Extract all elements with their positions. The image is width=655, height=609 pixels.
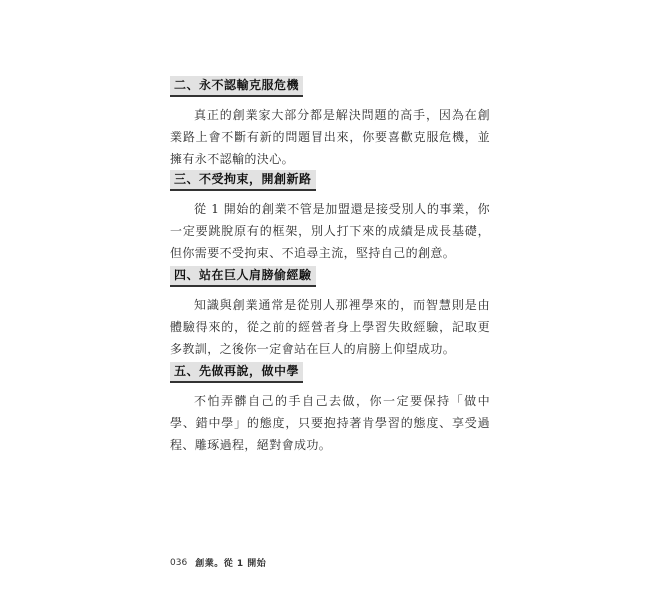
- section-heading: 五、先做再說，做中學: [170, 362, 303, 383]
- section-body: 真正的創業家大部分都是解決問題的高手，因為在創業路上會不斷有新的問題冒出來，你要喜歡克服危機，並擁有永不認輸的決心。: [170, 108, 490, 166]
- section-4: [170, 264, 490, 360]
- section-5: [170, 360, 490, 456]
- section-body: 從 1 開始的創業不管是加盟還是接受別人的事業，你一定要跳脫原有的框架，別人打下來的成績是成長基礎，但你需要不受拘束、不追尋主流，堅持自己的創意。: [170, 202, 490, 260]
- section-heading: 四、站在巨人肩膀偷經驗: [170, 266, 316, 287]
- section-heading: 二、永不認輸克服危機: [170, 76, 303, 97]
- page-footer: [170, 556, 266, 569]
- section-heading: 三、不受拘束，開創新路: [170, 170, 316, 191]
- page-number: 036: [170, 557, 188, 568]
- section-body: 不怕弄髒自己的手自己去做，你一定要保持「做中學、錯中學」的態度，只要抱持著肯學習的態度、享受過程、雕琢過程，絕對會成功。: [170, 394, 490, 452]
- section-3: [170, 168, 490, 264]
- section-body: 知識與創業通常是從別人那裡學來的，而智慧則是由體驗得來的，從之前的經營者身上學習失敗經驗，記取更多教訓，之後你一定會站在巨人的肩膀上仰望成功。: [170, 298, 490, 356]
- section-2: [170, 74, 490, 170]
- running-title: 創業。從 1 開始: [195, 559, 267, 569]
